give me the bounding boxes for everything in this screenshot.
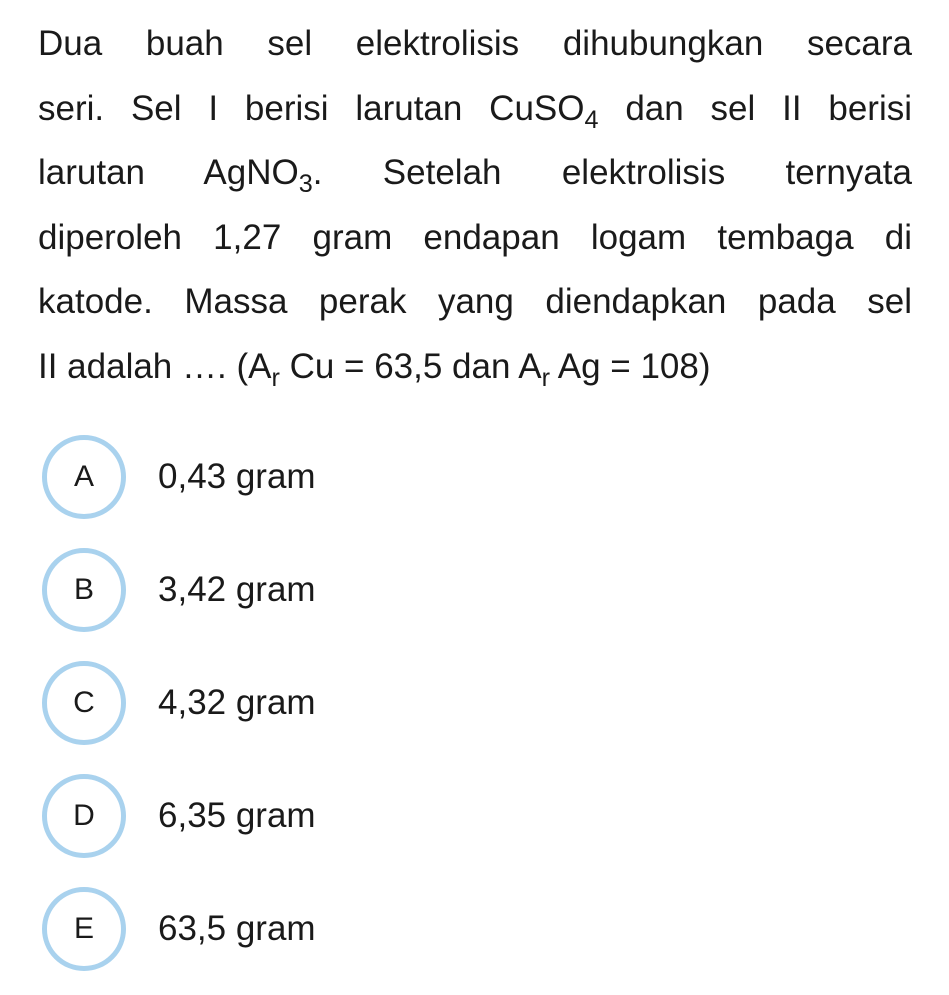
- option-c-badge[interactable]: C: [42, 661, 126, 745]
- question-line-6-part-a: II adalah …. (A: [38, 346, 272, 386]
- option-c[interactable]: [42, 661, 642, 755]
- question-line-6-part-b: Cu = 63,5 dan A: [279, 346, 542, 386]
- option-e[interactable]: [42, 887, 642, 981]
- question-line-6-part-c: Ag = 108): [549, 346, 711, 386]
- subscript-r-ag: r: [541, 363, 550, 392]
- question-line-4: diperoleh 1,27 gram endapan logam tembaga di: [38, 217, 912, 257]
- option-b-badge[interactable]: B: [42, 548, 126, 632]
- option-b-text[interactable]: 3,42 gram: [158, 570, 316, 609]
- option-d[interactable]: [42, 774, 642, 868]
- option-a[interactable]: [42, 435, 642, 529]
- option-e-text[interactable]: 63,5 gram: [158, 909, 316, 948]
- question-line-2-part-a: seri. Sel I berisi larutan CuSO: [38, 88, 585, 128]
- option-c-text[interactable]: 4,32 gram: [158, 683, 316, 722]
- subscript-4: 4: [584, 105, 599, 134]
- question-line-2: [38, 77, 912, 142]
- question-line-3-part-b: . Setelah elektrolisis ternyata: [312, 153, 913, 192]
- subscript-3: 3: [298, 170, 313, 199]
- question-line-3-part-a: larutan AgNO: [38, 153, 299, 192]
- question-line-5: katode. Massa perak yang diendapkan pada sel: [38, 282, 912, 321]
- question-line-2-part-b: dan sel II berisi: [598, 88, 912, 128]
- option-b[interactable]: [42, 548, 642, 642]
- question-line-1: Dua buah sel elektrolisis dihubungkan secara: [38, 24, 912, 63]
- question-text: [38, 12, 912, 399]
- question-line-3: [38, 141, 912, 206]
- option-a-badge[interactable]: A: [42, 435, 126, 519]
- option-d-text[interactable]: 6,35 gram: [158, 796, 316, 835]
- question-line-6: [38, 335, 912, 400]
- option-e-badge[interactable]: E: [42, 887, 126, 971]
- option-d-badge[interactable]: D: [42, 774, 126, 858]
- subscript-r-cu: r: [271, 363, 280, 392]
- option-a-text[interactable]: 0,43 gram: [158, 457, 316, 496]
